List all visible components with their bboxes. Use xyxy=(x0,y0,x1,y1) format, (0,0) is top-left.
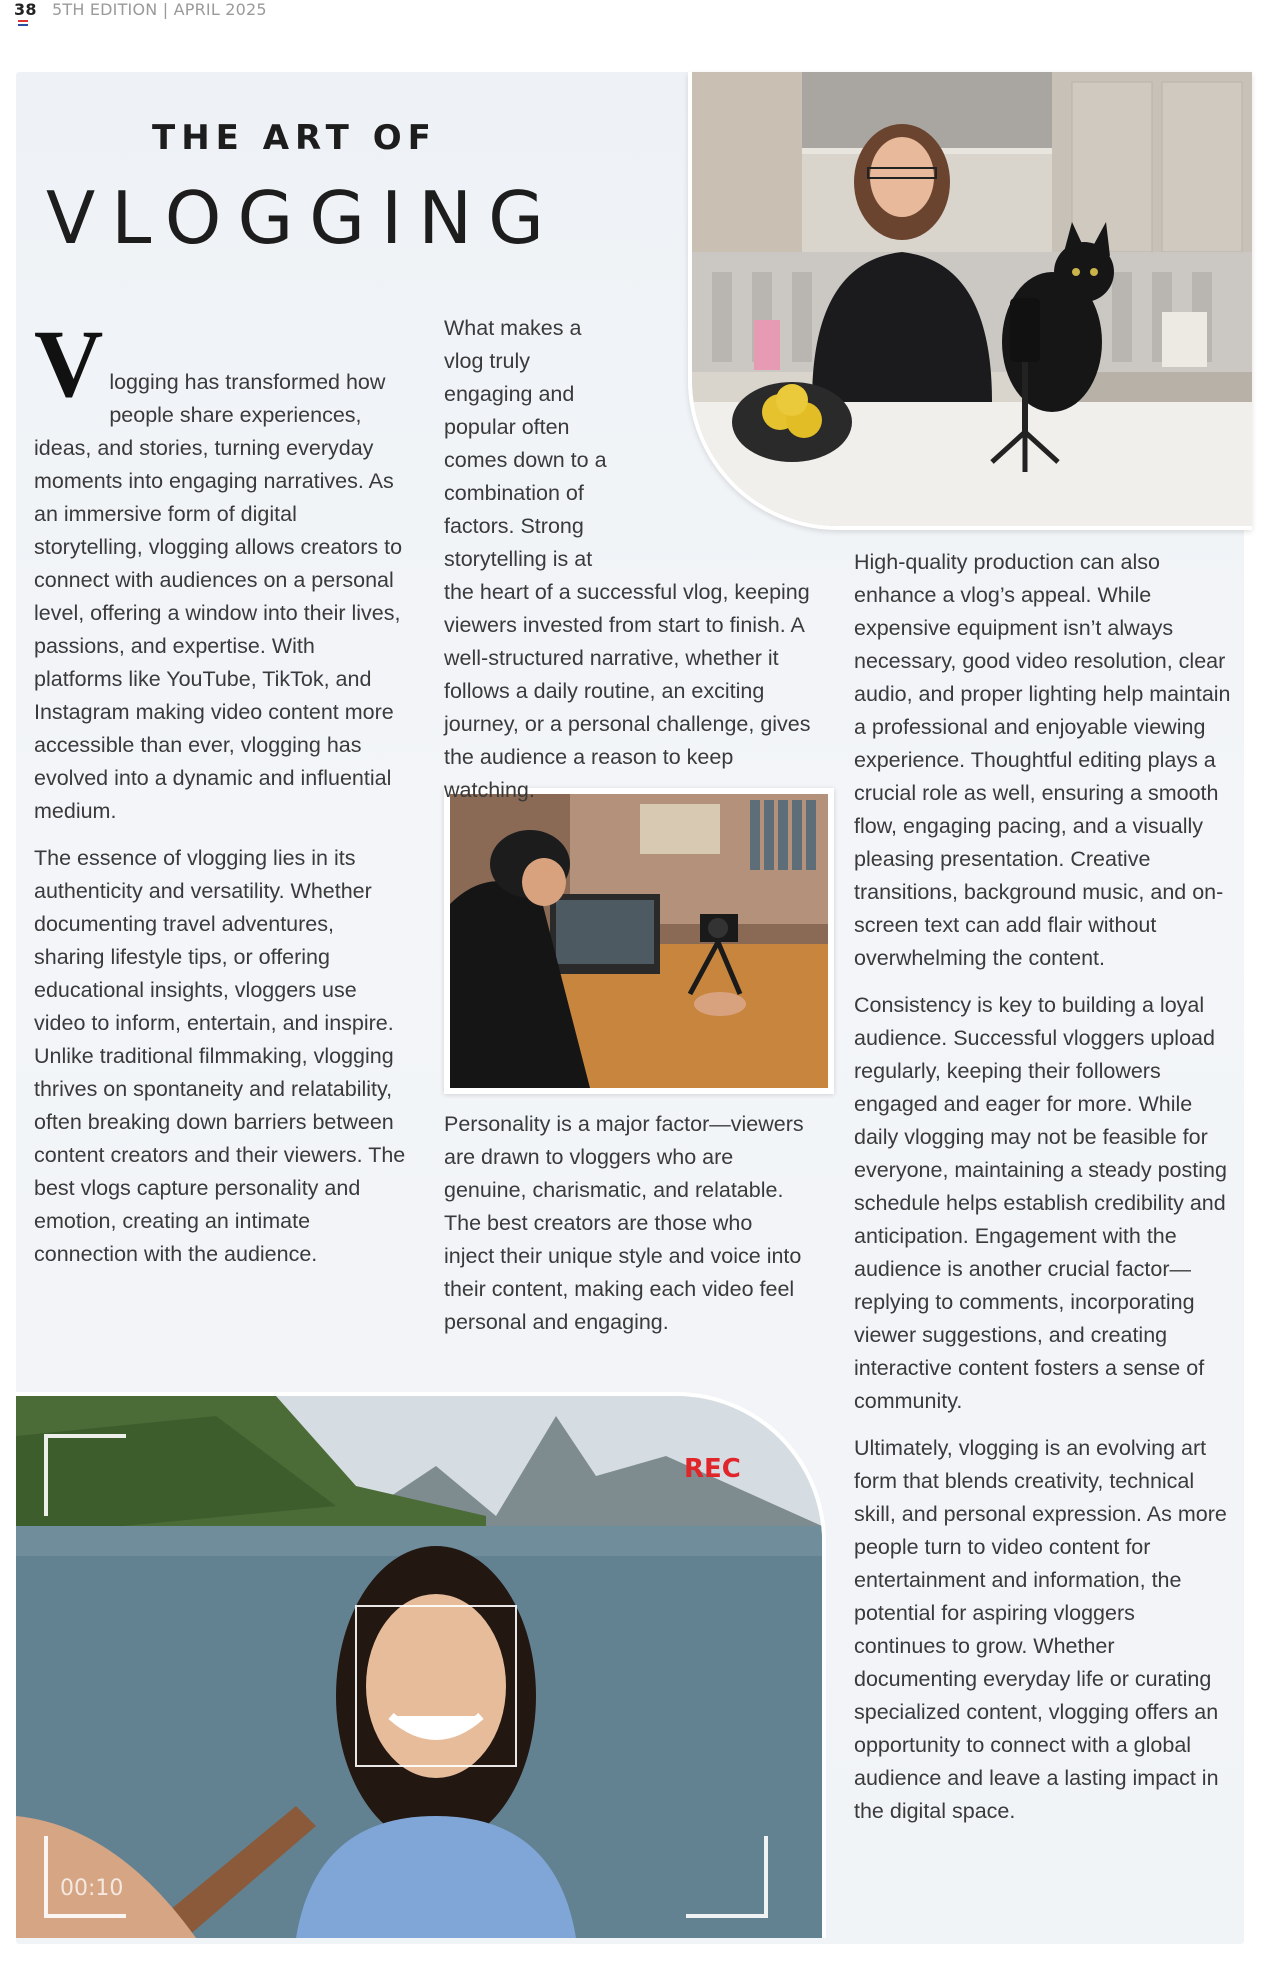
paragraph: Ultimately, vlogging is an evolving art form that blends creativity, technical skill, and personal expression. As more people turn to video content for entertainment and information, the potential for aspiring vloggers continues to grow. Whether documenting everyday life or curating specialized content, vlogging offers an opportunity to connect with a global audience and leave a lasting impact in the digital space. xyxy=(854,1436,1227,1823)
lake-selfie-photo xyxy=(16,1392,826,1938)
studio-vlogger-photo xyxy=(444,788,834,1094)
paragraph: Consistency is key to building a loyal audience. Successful vloggers upload regularly, keeping their followers engaged and eager for more. While daily vlogging may not be feasible for everyone, maintaining a steady posting schedule helps establish credibility and anticipation. Engagement with the audience is another crucial factor—replying to comments, incorporating viewer suggestions, and creating interactive content fosters a sense of community. xyxy=(854,993,1227,1413)
paragraph-intro xyxy=(34,310,406,828)
article-column-2-top xyxy=(444,312,824,821)
page-title: VLOGGING xyxy=(46,176,560,260)
flag-icon xyxy=(18,20,28,28)
paragraph: High-quality production can also enhance a vlog’s appeal. While expensive equipment isn’t always necessary, good video resolution, clear audio, and proper lighting help maintain a professional and enjoyable viewing experience. Thoughtful editing plays a crucial role as well, ensuring a smooth flow, engaging pacing, and a visually pleasing presentation. Creative transitions, background music, and on-screen text can add flair without overwhelming the content. xyxy=(854,550,1231,970)
paragraph-text: logging has transformed how people share experiences, ideas, and stories, turning everyday moments into engaging narratives. As an immersive form of digital storytelling, vlogging allows creators to connect with audiences on a personal level, offering a window into their lives, passions, and expertise. With platforms like YouTube, TikTok, and Instagram making video content more accessible than ever, vlogging has evolved into a dynamic and influential medium. xyxy=(34,370,403,823)
page-header xyxy=(14,0,267,24)
paragraph: Personality is a major factor—viewers are drawn to vloggers who are genuine, charismatic, and relatable. The best creators are those who inject their unique style and voice into their content, making each video feel personal and engaging. xyxy=(444,1112,804,1334)
article-column-3 xyxy=(854,546,1232,1842)
drop-cap: V xyxy=(34,310,104,417)
timecode-readout: 00:10 xyxy=(60,1876,124,1901)
paragraph: The essence of vlogging lies in its authenticity and versatility. Whether documenting travel adventures, sharing lifestyle tips, or offering educational insights, vloggers use video to inform, entertain, and inspire. Unlike traditional filmmaking, vlogging thrives on spontaneity and relatability, often breaking down barriers between content creators and their viewers. The best vlogs capture personality and emotion, creating an intimate connection with the audience. xyxy=(34,846,406,1266)
article-column-2-bottom xyxy=(444,1108,804,1353)
article-column-1 xyxy=(34,310,406,1285)
rec-indicator: REC xyxy=(684,1454,741,1484)
edition-label: 5TH EDITION | APRIL 2025 xyxy=(51,0,267,19)
page-number: 38 xyxy=(14,0,37,19)
title-kicker: THE ART OF xyxy=(152,118,437,158)
paragraph: What makes a vlog truly engaging and popular often comes down to a combination of factors. Strong storytelling is at the heart of a successful vlog, keeping viewers invested from start to finish. A well-structured narrative, whether it follows a daily routine, an exciting journey, or a personal challenge, gives the audience a reason to keep watching. xyxy=(444,316,811,802)
